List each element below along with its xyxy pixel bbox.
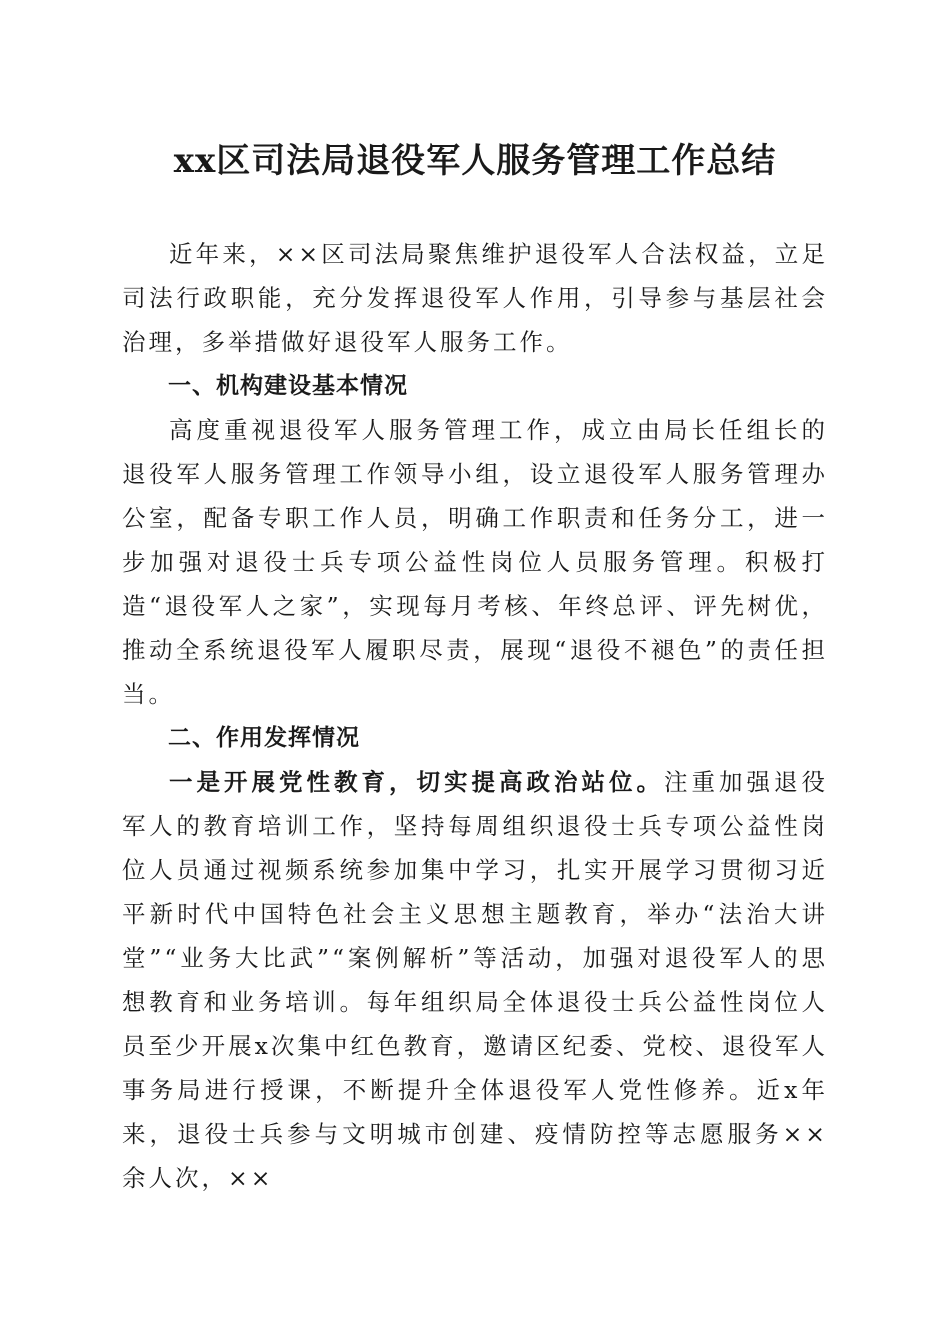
section-1-heading: 一、机构建设基本情况: [168, 373, 408, 399]
document-title: xx区司法局退役军人服务管理工作总结: [173, 141, 777, 181]
section-1-paragraph: 高度重视退役军人服务管理工作，成立由局长任组长的退役军人服务管理工作领导小组，设立退役军人服务管理办公室，配备专职工作人员，明确工作职责和任务分工，进一步加强对退役士兵专项公益性岗位人员服务管理。积极打造“退役军人之家”，实现每月考核、年终总评、评先树优，推动全系统退役军人履职尽责，展现“退役不褪色”的责任担当。: [122, 416, 828, 708]
document-body: [122, 232, 828, 1200]
section-2-lead: 一是开展党性教育，切实提高政治站位。: [169, 768, 664, 796]
section-2-heading: 二、作用发挥情况: [168, 725, 360, 751]
intro-paragraph: 近年来，××区司法局聚焦维护退役军人合法权益，立足司法行政职能，充分发挥退役军人作用，引导参与基层社会治理，多举措做好退役军人服务工作。: [122, 240, 828, 356]
section-2-body: 注重加强退役军人的教育培训工作，坚持每周组织退役士兵专项公益性岗位人员通过视频系统参加集中学习，扎实开展学习贯彻习近平新时代中国特色社会主义思想主题教育，举办“法治大讲堂”“业务大比武”“案例解析”等活动，加强对退役军人的思想教育和业务培训。每年组织局全体退役士兵公益性岗位人员至少开展x次集中红色教育，邀请区纪委、党校、退役军人事务局进行授课，不断提升全体退役军人党性修养。近x年来，退役士兵参与文明城市创建、疫情防控等志愿服务××余人次，××: [122, 768, 828, 1192]
section-2-paragraph: [122, 760, 828, 1200]
